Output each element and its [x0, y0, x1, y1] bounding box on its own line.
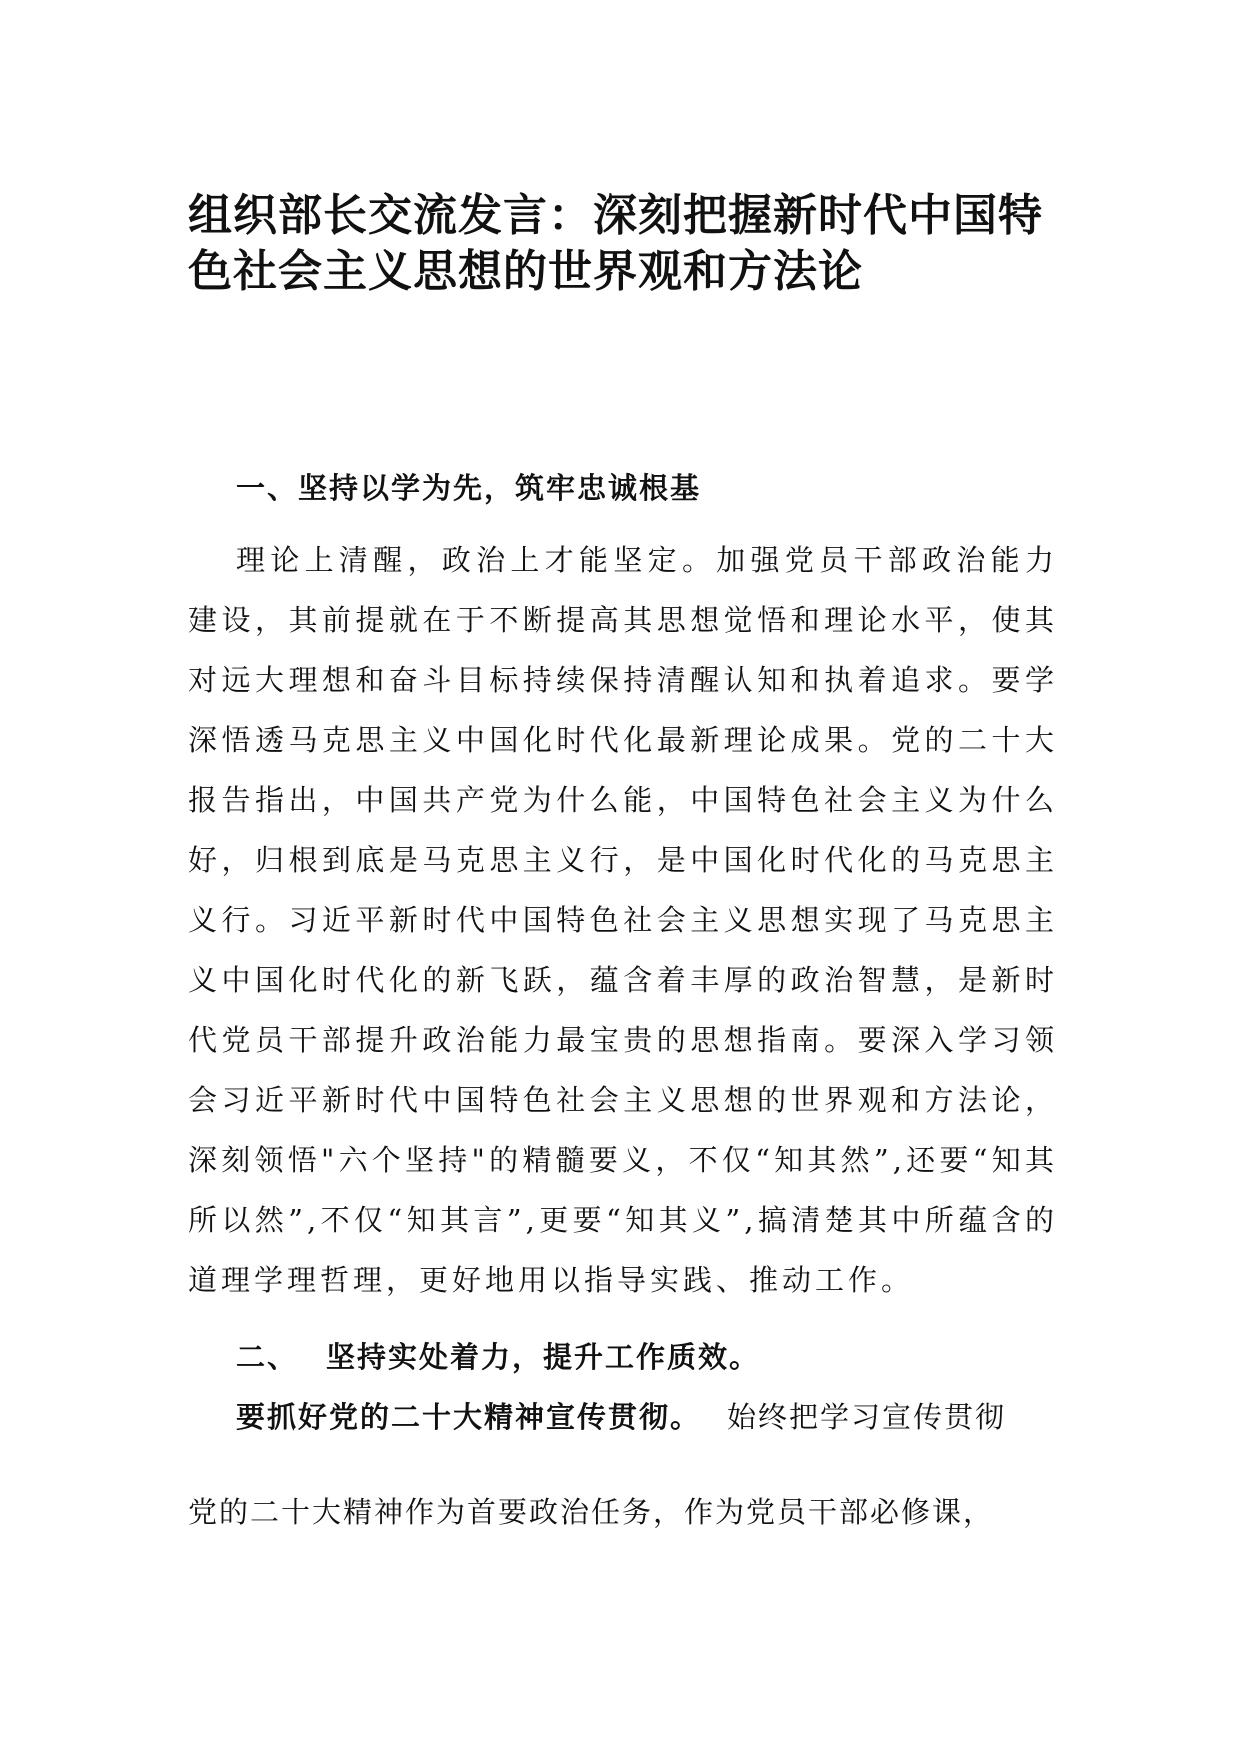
section-2-lead-continuation: 始终把学习宣传贯彻 — [727, 1400, 1007, 1434]
section-2-lead-bold: 要抓好党的二十大精神宣传贯彻。 — [236, 1400, 702, 1434]
section-1-paragraph: 理论上清醒，政治上才能坚定。加强党员干部政治能力建设，其前提就在于不断提高其思想觉悟和理论水平，使其对远大理想和奋斗目标持续保持清醒认知和执着追求。要学深悟透马克思主义中国化时代化最新理论成果。党的二十大报告指出，中国共产党为什么能，中国特色社会主义为什么好，归根到底是马克思主义行，是中国化时代化的马克思主义行。习近平新时代中国特色社会主义思想实现了马克思主义中国化时代化的新飞跃，蕴含着丰厚的政治智慧，是新时代党员干部提升政治能力最宝贵的思想指南。要深入学习领会习近平新时代中国特色社会主义思想的世界观和方法论，深刻领悟"六个坚持"的精髓要义，不仅“知其然”,还要“知其所以然”,不仅“知其言”,更要“知其义”,搞清楚其中所蕴含的道理学理哲理，更好地用以指导实践、推动工作。 — [188, 543, 1058, 1297]
section-2-heading-text: 坚持实处着力，提升工作质效。 — [326, 1340, 761, 1374]
section-2-lead-paragraph — [236, 1397, 1076, 1437]
section-heading-2 — [236, 1337, 1076, 1377]
section-2-next-line: 党的二十大精神作为首要政治任务，作为党员干部必修课， — [188, 1495, 995, 1529]
document-title: 组织部长交流发言：深刻把握新时代中国特色社会主义思想的世界观和方法论 — [188, 190, 1043, 297]
section-heading-1: 一、坚持以学为先，筑牢忠诚根基 — [236, 471, 702, 505]
section-2-number: 二、 — [236, 1340, 299, 1374]
